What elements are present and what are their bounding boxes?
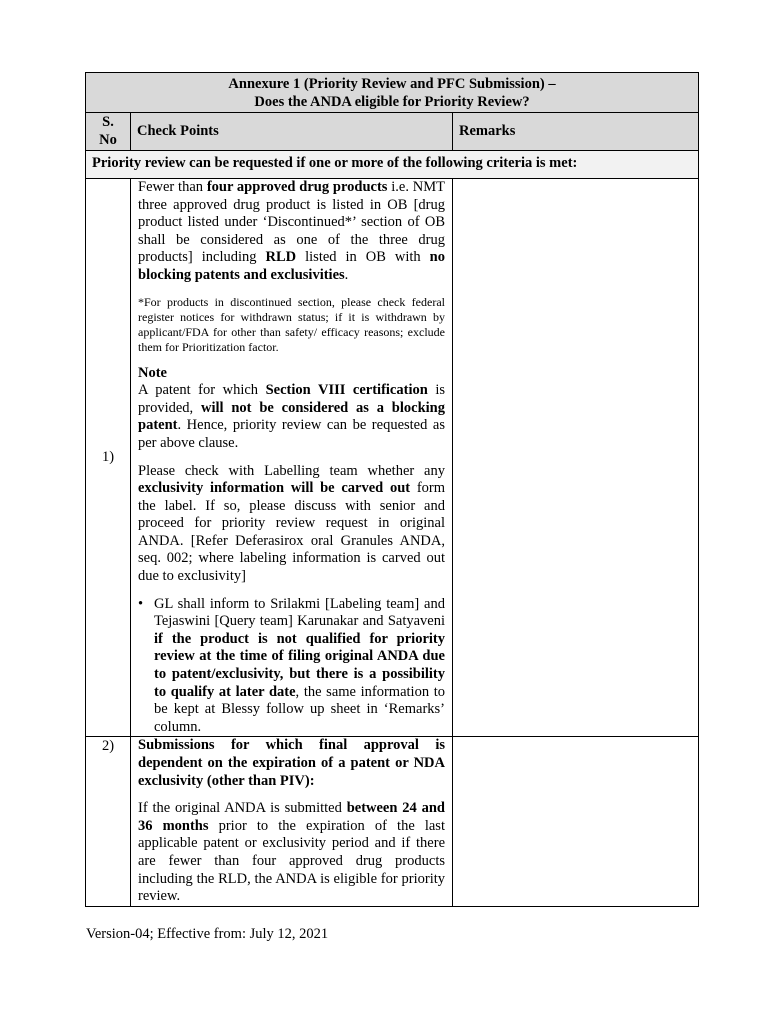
table-row xyxy=(86,178,699,736)
row1-remarks xyxy=(453,178,699,736)
row1-footnote: *For products in discontinued section, please check federal register notices for withdrawn status; if it is withdrawn by applicant/FDA for other than safety/ efficacy reasons; exclude them for Prioritization factor. xyxy=(138,294,445,354)
annexure-table xyxy=(85,72,699,907)
table-title-row xyxy=(86,73,699,113)
row1-bullet-item xyxy=(138,596,445,737)
row1-check-points xyxy=(131,178,453,736)
table-header-row xyxy=(86,113,699,151)
header-check-points: Check Points xyxy=(131,113,453,151)
row1-note-body: A patent for which Section VIII certification is provided, will not be considered as a blocking patent. Hence, priority review can be requested as per above clause. xyxy=(138,382,446,451)
row2-remarks xyxy=(453,737,699,906)
table-row xyxy=(86,737,699,906)
header-sno: S. No xyxy=(86,113,131,151)
row1-bullet-text: GL shall inform to Srilakmi [Labeling team] and Tejaswini [Query team] Karunakar and Satyaveni if the product is not qualified for priority review at the time of filing original ANDA due to patent/exclusivity, but there is a possibility to qualify at later date, the same information to be kept at Blessy follow up sheet in ‘Remarks’ column. xyxy=(154,595,445,735)
row2-sno: 2) xyxy=(86,737,131,906)
bullet-icon: • xyxy=(138,595,144,612)
row2-para-1: Submissions for which final approval is dependent on the expiration of a patent or NDA exclusivity (other than PIV): xyxy=(138,737,445,789)
header-remarks: Remarks xyxy=(453,113,699,151)
document-footer: Version-04; Effective from: July 12, 2021 xyxy=(86,926,329,942)
row1-para-3: Please check with Labelling team whether any exclusivity information will be carved out form the label. If so, please discuss with senior and proceed for priority review request in original ANDA. [Refer Deferasirox oral Granules ANDA, seq. 002; where labeling information is carved out due to exclusivity] xyxy=(138,462,446,585)
table-title xyxy=(86,73,699,113)
row2-para-2: If the original ANDA is submitted between 24 and 36 months prior to the expiration of the last applicable patent or exclusivity period and if there are fewer than four approved drug products including the RLD, the ANDA is eligible for priority review. xyxy=(138,800,445,905)
row1-note-heading: Note xyxy=(138,364,167,381)
criteria-row xyxy=(86,151,699,179)
table-title-line1: Annexure 1 (Priority Review and PFC Submission) – xyxy=(228,76,556,92)
row1-para-1: Fewer than four approved drug products i.e. NMT three approved drug product is listed in OB [drug product listed under ‘Discontinued*’ section of OB shall be considered as one of the three drug products] including RLD listed in OB with no blocking patents and exclusivities. xyxy=(138,178,445,283)
row1-sno: 1) xyxy=(86,178,131,736)
table-title-line2: Does the ANDA eligible for Priority Review? xyxy=(254,93,530,110)
row2-check-points xyxy=(131,737,453,906)
criteria-text: Priority review can be requested if one or more of the following criteria is met: xyxy=(86,151,699,179)
